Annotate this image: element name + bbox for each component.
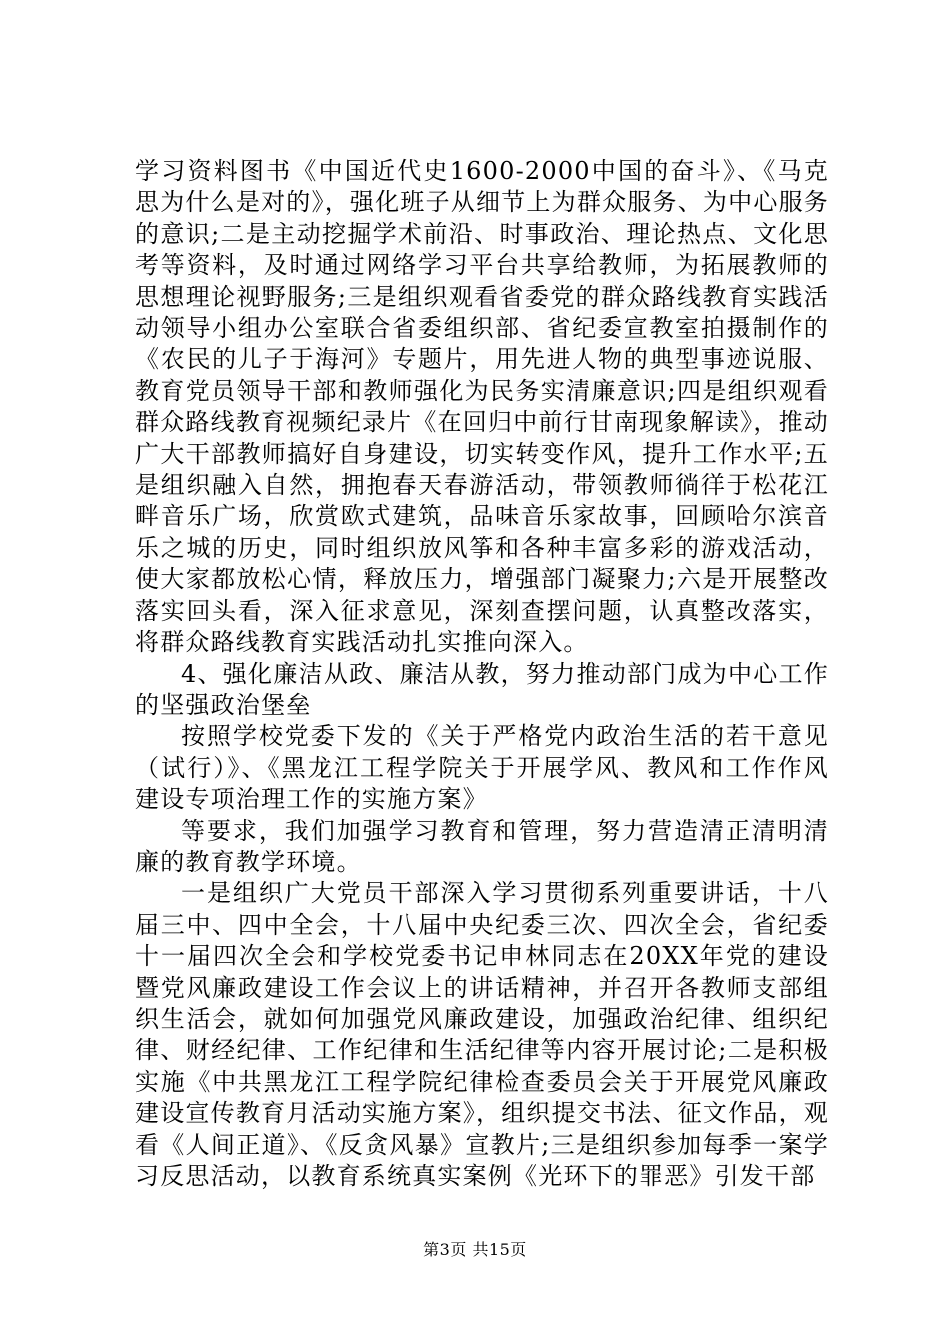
body-paragraph-3: 等要求，我们加强学习教育和管理，努力营造清正清明清廉的教育教学环境。 xyxy=(135,816,829,876)
body-paragraph-1: 学习资料图书《中国近代史1600-2000中国的奋斗》、《马克思为什么是对的》，强化班子从细节上为群众服务、为中心服务的意识;二是主动挖掘学术前沿、时事政治、理论热点、文化思考等资料，及时通过网络学习平台共享给教师，为拓展教师的思想理论视野服务;三是组织观看省委党的群众路线教育实践活动领导小组办公室联合省委组织部、省纪委宣教室拍摄制作的《农民的儿子于海河》专题片，用先进人物的典型事迹说服、教育党员领导干部和教师强化为民务实清廉意识;四是组织观看群众路线教育视频纪录片《在回归中前行甘南现象解读》，推动广大干部教师搞好自身建设，切实转变作风，提升工作水平;五是组织融入自然，拥抱春天春游活动，带领教师徜徉于松花江畔音乐广场，欣赏欧式建筑，品味音乐家故事，回顾哈尔滨音乐之城的历史，同时组织放风筝和各种丰富多彩的游戏活动，使大家都放松心情，释放压力，增强部门凝聚力;六是开展整改落实回头看，深入征求意见，深刻查摆问题，认真整改落实，将群众路线教育实践活动扎实推向深入。 xyxy=(135,157,829,657)
page-number-footer: 第3页 共15页 xyxy=(423,1240,527,1259)
section-heading-4: 4、强化廉洁从政、廉洁从教，努力推动部门成为中心工作的坚强政治堡垒 xyxy=(135,659,829,719)
body-paragraph-2: 按照学校党委下发的《关于严格党内政治生活的若干意见（试行）》、《黑龙江工程学院关于开展学风、教风和工作作风建设专项治理工作的实施方案》 xyxy=(135,722,829,814)
document-body xyxy=(135,156,829,1192)
body-paragraph-4: 一是组织广大党员干部深入学习贯彻系列重要讲话，十八届三中、四中全会，十八届中央纪委三次、四次全会，省纪委十一届四次全会和学校党委书记申林同志在20XX年党的建设暨党风廉政建设工作会议上的讲话精神，并召开各教师支部组织生活会，就如何加强党风廉政建设，加强政治纪律、组织纪律、财经纪律、工作纪律和生活纪律等内容开展讨论;二是积极实施《中共黑龙江工程学院纪律检查委员会关于开展党风廉政建设宣传教育月活动实施方案》，组织提交书法、征文作品，观看《人间正道》、《反贪风暴》宣教片;三是组织参加每季一案学习反思活动，以教育系统真实案例《光环下的罪恶》引发干部 xyxy=(135,879,829,1190)
